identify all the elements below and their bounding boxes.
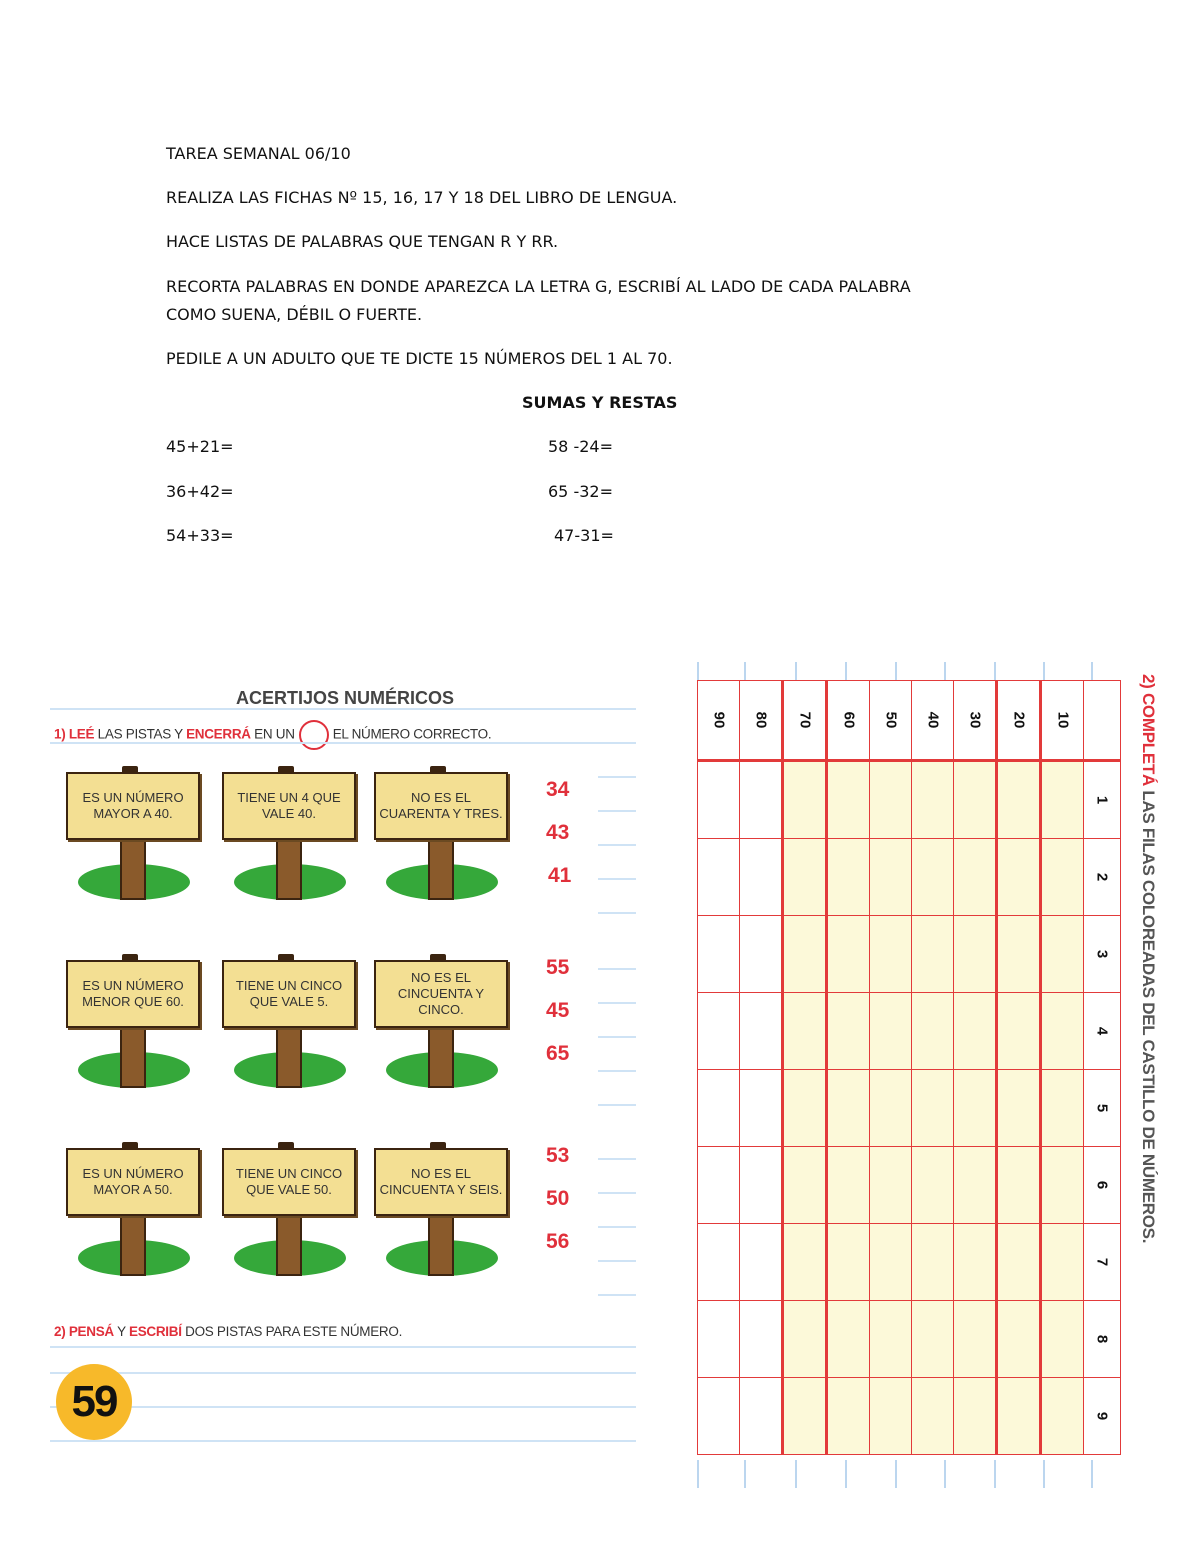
column-label: 10 [1054, 711, 1071, 729]
grid-cell[interactable] [698, 1070, 740, 1147]
ruled-line [50, 742, 636, 744]
clue-sign [370, 766, 512, 911]
ruled-line [598, 810, 636, 812]
grid-cell[interactable] [698, 993, 740, 1070]
grid-cell[interactable] [740, 1301, 783, 1378]
castle-instruction [1138, 674, 1158, 1243]
grid-cell[interactable] [912, 1224, 954, 1301]
instruction-1-text-c: EL NÚMERO CORRECTO. [332, 726, 492, 742]
clue-text: NO ES EL CINCUENTA Y CINCO. [374, 960, 508, 1028]
row-label: 8 [1093, 1334, 1111, 1344]
circle-icon [299, 720, 329, 750]
grid-cell[interactable] [954, 1301, 997, 1378]
grid-row [698, 993, 1121, 1070]
grid-row [698, 916, 1121, 993]
ruled-tick [1043, 1460, 1045, 1488]
grid-cell[interactable] [997, 761, 1041, 839]
grid-cell[interactable] [783, 1147, 827, 1224]
row-label: 2 [1093, 872, 1111, 882]
grid-cell[interactable] [870, 1378, 912, 1455]
clue-text: NO ES EL CUARENTA Y TRES. [374, 772, 508, 840]
clue-text: ES UN NÚMERO MENOR QUE 60. [66, 960, 200, 1028]
clue-sign [62, 1142, 204, 1287]
ruled-tick [944, 1460, 946, 1488]
grid-cell[interactable] [827, 761, 870, 839]
grid-cell[interactable] [870, 1070, 912, 1147]
clue-text: NO ES EL CINCUENTA Y SEIS. [374, 1148, 508, 1216]
grid-cell[interactable] [740, 1147, 783, 1224]
grid-cell[interactable] [698, 1224, 740, 1301]
ruled-line [598, 878, 636, 880]
ruled-line [598, 1158, 636, 1160]
grid-cell[interactable] [1041, 1301, 1084, 1378]
instruction-1-text-a: LAS PISTAS Y [94, 726, 187, 742]
grid-cell[interactable] [954, 761, 997, 839]
grid-cell[interactable] [997, 1301, 1041, 1378]
grid-cell[interactable] [783, 839, 827, 916]
clue-sign [370, 954, 512, 1099]
instruction-dictado: PEDILE A UN ADULTO QUE TE DICTE 15 NÚMEROS DEL 1 AL 70. [166, 349, 673, 368]
homework-title: TAREA SEMANAL 06/10 [166, 144, 351, 163]
ruled-line[interactable] [50, 1440, 636, 1442]
grid-cell[interactable] [1041, 1070, 1084, 1147]
grid-cell[interactable] [1041, 1147, 1084, 1224]
grid-cell[interactable] [740, 761, 783, 839]
grid-cell[interactable] [954, 1224, 997, 1301]
column-header [870, 681, 912, 761]
answer-option[interactable]: 45 [546, 999, 570, 1022]
grid-cell[interactable] [870, 916, 912, 993]
grid-cell[interactable] [740, 839, 783, 916]
ruled-line [598, 1192, 636, 1194]
grid-cell[interactable] [740, 1378, 783, 1455]
ruled-tick [1091, 662, 1093, 680]
grid-cell[interactable] [954, 1378, 997, 1455]
grid-cell[interactable] [827, 1224, 870, 1301]
operation-sub-3: 47-31= [554, 526, 614, 545]
grid-cell[interactable] [783, 993, 827, 1070]
column-header [1041, 681, 1084, 761]
column-header [698, 681, 740, 761]
row-header [1084, 839, 1121, 916]
answer-option[interactable]: 50 [546, 1187, 570, 1210]
corner-cell [1084, 681, 1121, 761]
clue-text: ES UN NÚMERO MAYOR A 50. [66, 1148, 200, 1216]
operation-sum-3: 54+33= [166, 526, 234, 545]
row-header [1084, 761, 1121, 839]
target-number-badge: 59 [56, 1364, 132, 1440]
grid-cell[interactable] [870, 1147, 912, 1224]
ruled-tick [994, 1460, 996, 1488]
column-label: 30 [966, 711, 983, 729]
grid-cell[interactable] [1041, 761, 1084, 839]
ruled-line [598, 844, 636, 846]
row-label: 5 [1093, 1103, 1111, 1113]
ruled-line[interactable] [50, 1406, 636, 1408]
ruled-tick [795, 662, 797, 680]
ruled-tick [895, 662, 897, 680]
row-header [1084, 1224, 1121, 1301]
header-row [698, 681, 1121, 761]
grid-cell[interactable] [912, 839, 954, 916]
operation-sub-1: 58 -24= [548, 437, 613, 456]
castle-instruction-verb: 2) COMPLETÁ [1139, 674, 1158, 786]
ruled-tick [697, 662, 699, 680]
grid-cell[interactable] [827, 839, 870, 916]
clue-sign [218, 766, 360, 911]
grid-cell[interactable] [997, 993, 1041, 1070]
instruction-2-verb-escribi: ESCRIBÍ [129, 1324, 182, 1339]
answer-option[interactable]: 65 [546, 1042, 570, 1065]
clue-sign [370, 1142, 512, 1287]
row-header [1084, 1301, 1121, 1378]
row-label: 4 [1093, 1026, 1111, 1036]
column-label: 70 [796, 711, 813, 729]
column-label: 20 [1010, 711, 1027, 729]
instruction-1-verb-encerra: ENCERRÁ [186, 726, 251, 742]
instruction-listas: HACE LISTAS DE PALABRAS QUE TENGAN R Y RR. [166, 232, 559, 251]
grid-cell[interactable] [997, 1224, 1041, 1301]
operation-sub-2: 65 -32= [548, 482, 613, 501]
answer-option[interactable]: 55 [546, 956, 570, 979]
grid-cell[interactable] [698, 839, 740, 916]
grid-cell[interactable] [740, 993, 783, 1070]
grid-cell[interactable] [870, 1301, 912, 1378]
ruled-tick [697, 1460, 699, 1488]
row-header [1084, 1070, 1121, 1147]
grid-cell[interactable] [954, 1070, 997, 1147]
ruled-line [50, 708, 636, 710]
column-label: 80 [752, 711, 769, 729]
section-title: SUMAS Y RESTAS [522, 393, 678, 412]
column-header [740, 681, 783, 761]
column-label: 40 [924, 711, 941, 729]
grid-cell[interactable] [783, 1301, 827, 1378]
answer-option[interactable]: 41 [548, 864, 572, 887]
grid-cell[interactable] [783, 1070, 827, 1147]
grid-cell[interactable] [783, 1378, 827, 1455]
ruled-tick [744, 662, 746, 680]
grid-cell[interactable] [870, 839, 912, 916]
grid-cell[interactable] [954, 839, 997, 916]
grid-row [698, 1147, 1121, 1224]
instruction-2 [54, 1324, 402, 1339]
operation-sum-2: 36+42= [166, 482, 234, 501]
clue-sign [62, 766, 204, 911]
grid-cell[interactable] [912, 916, 954, 993]
grid-cell[interactable] [870, 761, 912, 839]
instruction-2-text-a: Y [113, 1324, 129, 1339]
ruled-line [598, 1294, 636, 1296]
ruled-line [598, 968, 636, 970]
ruled-tick [845, 1460, 847, 1488]
row-label: 7 [1093, 1257, 1111, 1267]
grid-cell[interactable] [827, 1147, 870, 1224]
grid-cell[interactable] [997, 1147, 1041, 1224]
ruled-tick [1043, 662, 1045, 680]
grid-cell[interactable] [997, 916, 1041, 993]
row-header [1084, 916, 1121, 993]
grid-cell[interactable] [912, 993, 954, 1070]
grid-cell[interactable] [912, 1070, 954, 1147]
grid-cell[interactable] [740, 1224, 783, 1301]
ruled-line [598, 1226, 636, 1228]
ruled-line [598, 776, 636, 778]
row-label: 1 [1093, 795, 1111, 805]
ruled-line [50, 1346, 636, 1348]
grid-cell[interactable] [698, 761, 740, 839]
grid-cell[interactable] [870, 1224, 912, 1301]
grid-cell[interactable] [954, 916, 997, 993]
grid-cell[interactable] [1041, 993, 1084, 1070]
ruled-tick [895, 1460, 897, 1488]
row-label: 3 [1093, 949, 1111, 959]
ruled-line [598, 1002, 636, 1004]
clue-sign [218, 954, 360, 1099]
grid-cell[interactable] [740, 1070, 783, 1147]
grid-cell[interactable] [912, 1378, 954, 1455]
row-header [1084, 1378, 1121, 1455]
row-header [1084, 993, 1121, 1070]
grid-cell[interactable] [997, 839, 1041, 916]
ruled-line [598, 912, 636, 914]
castle-instruction-text: LAS FILAS COLOREADAS DEL CASTILLO DE NÚMEROS. [1139, 785, 1158, 1244]
grid-cell[interactable] [954, 993, 997, 1070]
instruction-1-text-b: EN UN [250, 726, 295, 742]
clue-text: TIENE UN CINCO QUE VALE 50. [222, 1148, 356, 1216]
row-label: 9 [1093, 1411, 1111, 1421]
clue-text: TIENE UN CINCO QUE VALE 5. [222, 960, 356, 1028]
grid-cell[interactable] [698, 1147, 740, 1224]
ruled-line [598, 1104, 636, 1106]
ruled-tick [795, 1460, 797, 1488]
grid-row [698, 761, 1121, 839]
grid-row [698, 1070, 1121, 1147]
grid-row [698, 1378, 1121, 1455]
grid-cell[interactable] [997, 1070, 1041, 1147]
worksheet-title: ACERTIJOS NUMÉRICOS [235, 688, 455, 708]
column-label: 90 [710, 711, 727, 729]
grid-row [698, 1224, 1121, 1301]
grid-cell[interactable] [740, 916, 783, 993]
grid-cell[interactable] [1041, 1378, 1084, 1455]
column-header [827, 681, 870, 761]
grid-cell[interactable] [827, 1378, 870, 1455]
ruled-tick [744, 1460, 746, 1488]
grid-cell[interactable] [698, 916, 740, 993]
grid-cell[interactable] [827, 1301, 870, 1378]
instruction-1 [54, 720, 491, 750]
answer-option[interactable]: 56 [546, 1230, 570, 1253]
grid-cell[interactable] [997, 1378, 1041, 1455]
answer-option[interactable]: 34 [546, 778, 570, 801]
ruled-line[interactable] [50, 1372, 636, 1374]
instruction-2-verb-pensa: 2) PENSÁ [54, 1324, 114, 1339]
grid-cell[interactable] [870, 993, 912, 1070]
grid-cell[interactable] [698, 1301, 740, 1378]
column-header [954, 681, 997, 761]
clue-text: TIENE UN 4 QUE VALE 40. [222, 772, 356, 840]
ruled-tick [944, 662, 946, 680]
ruled-tick [845, 662, 847, 680]
instruction-fichas: REALIZA LAS FICHAS Nº 15, 16, 17 Y 18 DEL LIBRO DE LENGUA. [166, 188, 678, 207]
instruction-1-verb-lee: 1) LEÉ [54, 726, 95, 742]
answer-option[interactable]: 43 [546, 821, 570, 844]
grid-cell[interactable] [912, 1147, 954, 1224]
grid-cell[interactable] [827, 916, 870, 993]
column-label: 60 [840, 711, 857, 729]
grid-row [698, 1301, 1121, 1378]
grid-cell[interactable] [698, 1378, 740, 1455]
row-label: 6 [1093, 1180, 1111, 1190]
clue-sign [218, 1142, 360, 1287]
grid-cell[interactable] [827, 1070, 870, 1147]
grid-row [698, 839, 1121, 916]
ruled-tick [1091, 1460, 1093, 1488]
grid-cell[interactable] [783, 916, 827, 993]
grid-cell[interactable] [1041, 1224, 1084, 1301]
column-label: 50 [882, 711, 899, 729]
grid-cell[interactable] [1041, 839, 1084, 916]
ruled-line [598, 1070, 636, 1072]
instruction-2-text-b: DOS PISTAS PARA ESTE NÚMERO. [181, 1324, 403, 1339]
ruled-line [598, 1036, 636, 1038]
grid-cell[interactable] [827, 993, 870, 1070]
grid-cell[interactable] [783, 761, 827, 839]
grid-cell[interactable] [1041, 916, 1084, 993]
ruled-line [598, 1260, 636, 1262]
operation-sum-1: 45+21= [166, 437, 234, 456]
column-header [912, 681, 954, 761]
number-castle-grid [697, 680, 1121, 1455]
instruction-recorta: RECORTA PALABRAS EN DONDE APAREZCA LA LETRA G, ESCRIBÍ AL LADO DE CADA PALABRA [166, 277, 911, 296]
clue-sign [62, 954, 204, 1099]
column-header [783, 681, 827, 761]
grid-cell[interactable] [954, 1147, 997, 1224]
ruled-tick [994, 662, 996, 680]
row-header [1084, 1147, 1121, 1224]
grid-cell[interactable] [783, 1224, 827, 1301]
riddles-worksheet [50, 680, 640, 1450]
grid-cell[interactable] [912, 1301, 954, 1378]
answer-option[interactable]: 53 [546, 1144, 570, 1167]
clue-text: ES UN NÚMERO MAYOR A 40. [66, 772, 200, 840]
column-header [997, 681, 1041, 761]
instruction-recorta-cont: COMO SUENA, DÉBIL O FUERTE. [166, 305, 423, 324]
grid-cell[interactable] [912, 761, 954, 839]
